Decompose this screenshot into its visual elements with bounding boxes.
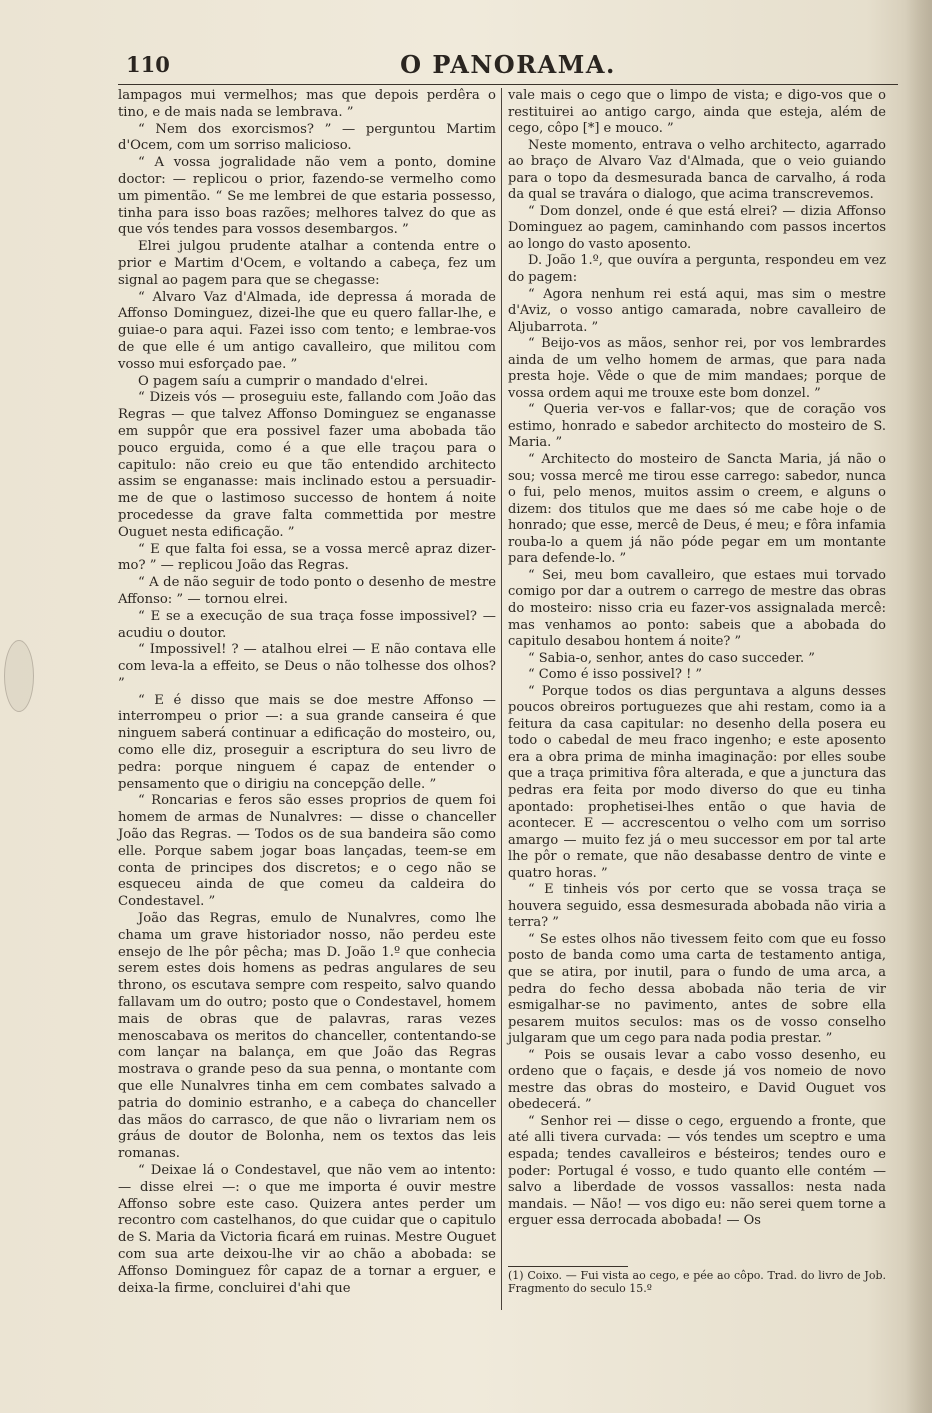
paragraph: “ Impossivel! ? — atalhou elrei — E não contava elle com leva-la a effeito, se Deus o não tolhesse dos olhos? ” [118, 642, 496, 691]
page-number: 110 [126, 52, 170, 77]
paragraph: “ Senhor rei — disse o cego, erguendo a fronte, que até alli tivera curvada: — vós tendes um sceptro e uma espada; tendes cavalleiros e bésteiros; tendes ouro e poder: Portugal é vosso, e tudo quanto elle contém — salvo a liberdade de vossos vassallos: nesta nada mandais. — Não! — vos digo eu: não serei quem torne a erguer essa derrocada abobada! — Os [508, 1113, 886, 1229]
footnote-rule [508, 1266, 628, 1267]
left-text-column [118, 88, 496, 1297]
paragraph: O pagem saíu a cumprir o mandado d'elrei. [138, 373, 429, 389]
paragraph: “ Dizeis vós — proseguiu este, fallando com João das Regras — que talvez Affonso Dominguez se enganasse em suppôr que era possivel fazer uma abobada tão pouco erguida, como é a que elle traçou para o capitulo: não creio eu que tão entendido architecto assim se enganasse: mais inclinado estou a persuadir-me de que o lastimoso successo de hontem á noite procedesse da grave falta commettida por mestre Ouguet nesta edificação. ” [118, 390, 496, 540]
journal-title: O PANORAMA. [400, 50, 616, 79]
paragraph: “ Dom donzel, onde é que está elrei? — dizia Affonso Dominguez ao pagem, caminhando com passos incertos ao longo do vasto aposento. [508, 203, 886, 252]
paragraph: vale mais o cego que o limpo de vista; e digo-vos que o restituirei ao antigo cargo, ainda que esteja, além de cego, côpo [*] e mouco. ” [508, 88, 886, 137]
paragraph: “ A de não seguir de todo ponto o desenho de mestre Affonso: ” — tornou elrei. [118, 575, 496, 607]
paragraph: “ Sabia-o, senhor, antes do caso succeder. ” [528, 650, 815, 666]
paragraph: “ Se estes olhos não tivessem feito com que eu fosso posto de banda como uma carta de testamento antiga, que se atira, por inutil, para o fundo de uma arca, a pedra do fecho dessa abobada não teria de vir esmigalhar-se no pavimento, antes de sobre ella pesarem muitos seculos: mas os de vosso conselho julgaram que um cego para nada podia prestar. ” [508, 931, 886, 1047]
paragraph: Elrei julgou prudente atalhar a contenda entre o prior e Martim d'Ocem, e voltando a cabeça, fez um signal ao pagem para que se chegasse: [118, 239, 496, 288]
paragraph: “ Deixae lá o Condestavel, que não vem ao intento: — disse elrei —: o que me importa é ouvir mestre Affonso sobre este caso. Quizera antes perder um recontro com castelhanos, do que cuidar que o capitulo de S. Maria da Victoria ficará em ruinas. Mestre Ouguet com sua arte deixou-lhe vir ao chão a abobada: se Affonso Dominguez fôr capaz de a tornar a erguer, e deixa-la firme, concluirei d'ahi que [118, 1163, 496, 1296]
paragraph: “ Pois se ousais levar a cabo vosso desenho, eu ordeno que o façais, e desde já vos nomeio de novo mestre das obras do mosteiro, e David Ouguet vos obedecerá. ” [508, 1047, 886, 1113]
paragraph: “ Queria ver-vos e fallar-vos; que de coração vos estimo, honrado e sabedor architecto do mosteiro de S. Maria. ” [508, 402, 886, 451]
paragraph: “ Como é isso possivel? ! ” [528, 667, 703, 683]
page-binding-shadow [906, 0, 932, 1413]
paragraph: “ Porque todos os dias perguntava a alguns desses poucos obreiros portuguezes que ahi restam, como ia a feitura da casa capitular: no desenho della posera eu todo o cabedal de meu fraco ingenho; e este aposento era a obra prima de minha imaginação: por elles soube que a traça primitiva fôra alterada, e que a junctura das pedras era feita por modo diverso do que eu tinha apontado: prophetisei-lhes então o que havia de acontecer. E — accrescentou o velho com um sorriso amargo — muito fez já o meu successor em por tal arte lhe pôr o remate, que não desabasse dentro de vinte e quatro horas. ” [508, 683, 886, 881]
paragraph: “ E se a execução de sua traça fosse impossivel? — acudiu o doutor. [118, 608, 496, 641]
paragraph: “ Sei, meu bom cavalleiro, que estaes mui torvado comigo por dar a outrem o carrego de mestre das obras do mosteiro: nisso cria eu fazer-vos assignalada mercê: mas venhamos ao ponto: sabeis que a abobada do capitulo desabou hontem á noite? ” [508, 567, 886, 650]
paragraph: “ A vossa jogralidade não vem a ponto, domine doctor: — replicou o prior, fazendo-se vermelho como um pimentão. “ Se me lembrei de que estaria possesso, tinha para isso boas razões; melhores talvez do que as que vós tendes para vossos desembargos. ” [118, 155, 496, 238]
paragraph: “ Alvaro Vaz d'Almada, ide depressa á morada de Affonso Dominguez, dizei-lhe que eu quero fallar-lhe, e guiae-o para aqui. Fazei isso com tento; e lembrae-vos de que elle é um antigo cavalleiro, que militou com vosso mui esforçado pae. ” [118, 289, 496, 372]
page-header [118, 48, 898, 85]
paragraph: Neste momento, entrava o velho architecto, agarrado ao braço de Alvaro Vaz d'Almada, que o veio guiando para o topo da desmesurada banca de carvalho, á roda da qual se travára o dialogo, que acima transcrevemos. [508, 137, 886, 203]
library-stamp-mark [4, 640, 34, 712]
footnote: (1) Coixo. — Fui vista ao cego, e pée ao côpo. Trad. do livro de Job. Fragmento do seculo 15.º [508, 1269, 886, 1295]
paragraph: “ Roncarias e feros são esses proprios de quem foi homem de armas de Nunalvres: — disse o chanceller João das Regras. — Todos os de sua bandeira são como elle. Porque sabem jogar boas lançadas, teem-se em conta de principes dos discretos; e o cego não se esqueceu ainda de que comeu da caldeira do Condestavel. ” [118, 793, 496, 910]
paragraph: “ Architecto do mosteiro de Sancta Maria, já não o sou; vossa mercê me tirou esse carrego: sabedor, nunca o fui, pelo menos, muitos assim o creem, e alguns o dizem: dos titulos que me daes só me cabe hoje o de honrado; que esse, mercê de Deus, é meu; e fôra infamia rouba-lo a quem já não póde pegar em um montante para defende-lo. ” [508, 452, 886, 567]
paragraph: lampagos mui vermelhos; mas que depois perdêra o tino, e de mais nada se lembrava. ” [118, 88, 496, 120]
paragraph: João das Regras, emulo de Nunalvres, como lhe chama um grave historiador nosso, não perdeu este ensejo de lhe pôr pêcha; mas D. João 1.º que conhecia serem estes dois homens as pedras angulares de seu throno, os escutava sempre com respeito, salvo quando fallavam um do outro; posto que o Condestavel, homem mais de obras que de palavras, raras vezes menoscabava os meritos do chanceller, contentando-se com lançar na balança, em que João das Regras mostrava o grande peso da sua penna, o montante com que elle Nunalvres tinha em cem combates salvado a patria do dominio estranho, e a cabeça do chanceller das mãos do carrasco, de que não o livrariam nem os gráus de doutor de Bolonha, nem os textos das leis romanas. [118, 911, 496, 1162]
paragraph: “ Nem dos exorcismos? ” — perguntou Martim d'Ocem, com um sorriso malicioso. [118, 121, 496, 154]
paragraph: “ Agora nenhum rei está aqui, mas sim o mestre d'Aviz, o vosso antigo camarada, nobre cavalleiro de Aljubarrota. ” [508, 286, 886, 335]
paragraph: “ E tinheis vós por certo que se vossa traça se houvera seguido, essa desmesurada abobada não viria a terra? ” [508, 882, 886, 931]
paragraph: D. João 1.º, que ouvíra a pergunta, respondeu em vez do pagem: [508, 253, 886, 286]
paragraph: “ Beijo-vos as mãos, senhor rei, por vos lembrardes ainda de um velho homem de armas, que para nada presta hoje. Vêde o que de mim mandaes; porque de vossa ordem aqui me trouxe este bom donzel. ” [508, 336, 886, 401]
right-text-column [508, 88, 886, 1230]
paragraph: “ E é disso que mais se doe mestre Affonso — interrompeu o prior —: a sua grande canseira é que ninguem saberá continuar a edificação do mosteiro, ou, como elle diz, proseguir a escriptura do seu livro de pedra: porque ninguem é capaz de entender o pensamento que o dirigiu na concepção delle. ” [118, 692, 496, 792]
paragraph: “ E que falta foi essa, se a vossa mercê apraz dizer-mo? ” — replicou João das Regras. [118, 541, 496, 574]
column-divider [501, 88, 502, 1310]
